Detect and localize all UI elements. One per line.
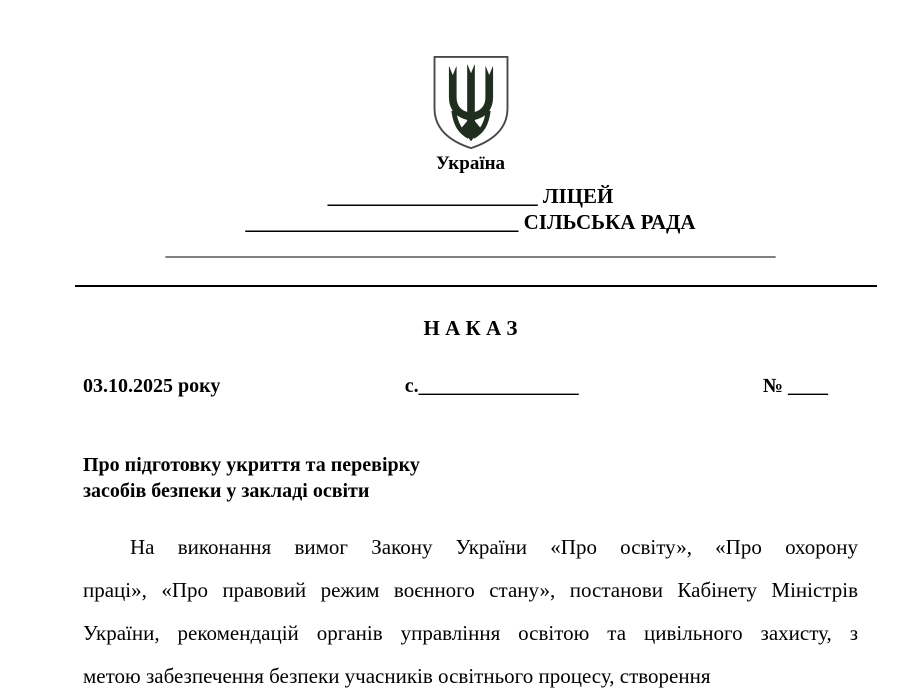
order-subject-line: Про підготовку укриття та перевірку [83,454,420,476]
organization-line-lyceum [83,183,858,209]
header-divider [75,285,877,287]
body-paragraph-line: На виконання вимог Закону України «Про освіту», «Про охорону [130,535,858,559]
settlement-prefix: с. [404,375,419,397]
lyceum-label: ЛІЦЕЙ [542,184,614,208]
ukraine-trident-emblem-icon [430,55,512,151]
order-subject-line: засобів безпеки у закладі освіти [83,480,370,502]
order-date: 03.10.2025 року [83,375,221,397]
emblem-container [430,55,512,151]
country-name: Україна [435,153,506,174]
order-heading: Н А К А З [423,316,518,340]
organization-line-blank [83,237,858,261]
body-paragraph-line: праці», «Про правовий режим воєнного стану», постанови Кабінету Міністрів [83,578,858,602]
settlement-field [405,374,579,399]
order-number-field [763,374,828,399]
lyceum-name-blank: ____________________ [327,184,538,208]
council-label: СІЛЬСЬКА РАДА [523,210,696,234]
order-meta-row [83,374,858,399]
order-number-blank: ____ [788,375,828,397]
order-body-paragraph [83,526,858,693]
body-paragraph-line: України, рекомендацій органів управління освітою та цивільного захисту, з [83,621,858,645]
order-number-label: № [762,375,783,397]
body-paragraph-line: метою забезпечення безпеки учасників освітнього процесу, створення [83,664,711,688]
settlement-blank: ________________ [418,375,579,397]
organization-blank-underline: _____________________________________________________________ [165,238,776,260]
order-subject [83,452,858,504]
organization-line-council [83,209,858,235]
council-name-blank: __________________________ [245,210,519,234]
